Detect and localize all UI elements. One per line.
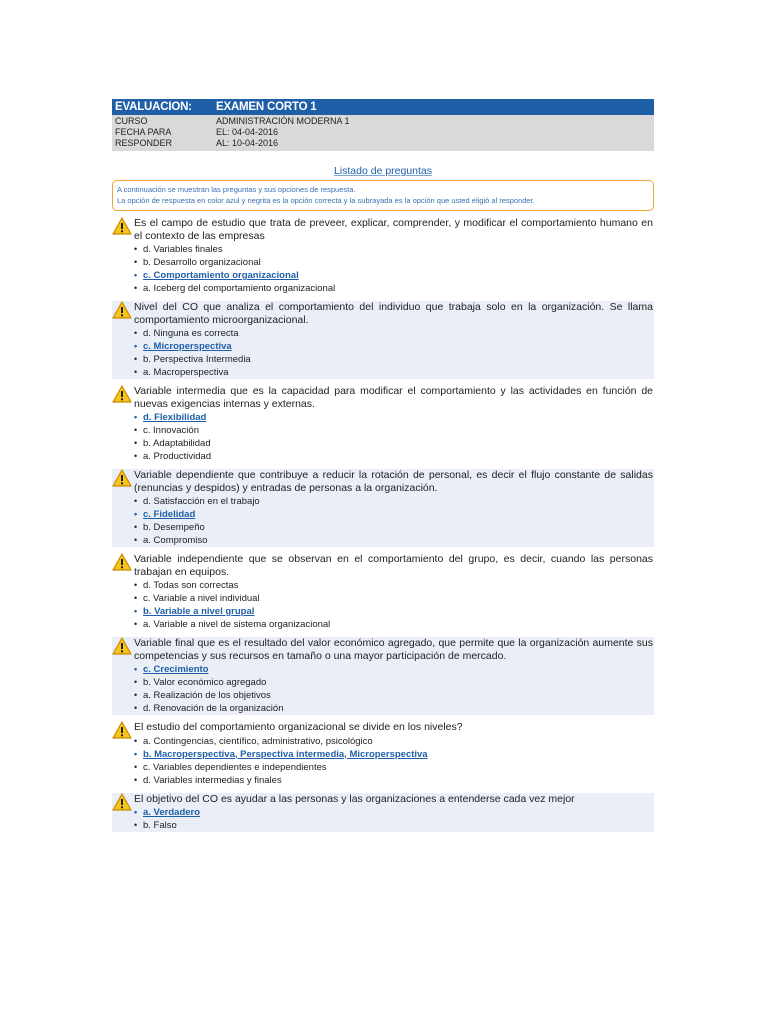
answer-option: • c. Variables dependientes e independientes — [134, 761, 654, 774]
question-block — [112, 637, 654, 715]
info-row-responder — [112, 138, 654, 149]
answer-options — [134, 327, 654, 379]
answer-options — [134, 495, 654, 547]
answer-option: • a. Compromiso — [134, 534, 654, 547]
answer-options — [134, 243, 654, 295]
answer-option-correct: • d. Flexibilidad — [134, 411, 654, 424]
answer-option: • a. Macroperspectiva — [134, 366, 654, 379]
answer-option-correct: • c. Comportamiento organizacional — [134, 269, 654, 282]
question-block — [112, 217, 654, 295]
answer-option: • d. Variables finales — [134, 243, 654, 256]
answer-option-correct: • a. Verdadero — [134, 806, 654, 819]
warning-icon — [112, 301, 132, 319]
answer-option: • a. Productividad — [134, 450, 654, 463]
answer-option-correct: • b. Macroperspectiva, Perspectiva intermedia, Microperspectiva — [134, 748, 654, 761]
warning-icon — [112, 469, 132, 487]
answer-option: • b. Falso — [134, 819, 654, 832]
warning-icon — [112, 721, 132, 739]
warning-icon — [112, 637, 132, 655]
answer-option-correct: • c. Fidelidad — [134, 508, 654, 521]
question-text: El objetivo del CO es ayudar a las personas y las organizaciones a entenderse cada vez mejor — [134, 792, 575, 805]
warning-icon — [112, 793, 132, 811]
answer-options — [134, 663, 654, 715]
info-label: RESPONDER — [115, 138, 173, 148]
warning-icon — [112, 553, 132, 571]
answer-option: • a. Iceberg del comportamiento organizacional — [134, 282, 654, 295]
question-text: Variable intermedia que es la capacidad para modificar el comportamiento y las actividades en función de nuevas exigencias internas y externas. — [134, 385, 653, 410]
question-block — [112, 301, 654, 379]
question-block — [112, 553, 654, 631]
answer-option: • a. Realización de los objetivos — [134, 689, 654, 702]
question-text: Variable dependiente que contribuye a reducir la rotación de personal, es decir el flujo constante de salidas (renuncias y despidos) y entradas de personas a la organización. — [134, 469, 653, 494]
info-value: ADMINISTRACIÓN MODERNA 1 — [216, 116, 350, 126]
question-block — [112, 721, 654, 787]
answer-option-correct: • b. Variable a nivel grupal — [134, 605, 654, 618]
answer-option: • d. Variables intermedias y finales — [134, 774, 654, 787]
info-label: FECHA PARA — [115, 127, 172, 137]
answer-option: • b. Desempeño — [134, 521, 654, 534]
question-text: Variable final que es el resultado del valor económico agregado, que permite que la organización aumente sus competencias y sus recursos en tamaño o una mayor participación de mercado. — [134, 637, 653, 662]
evaluation-header-bar — [112, 99, 654, 115]
info-label: CURSO — [115, 116, 148, 126]
question-block — [112, 793, 654, 833]
info-row-curso — [112, 116, 654, 127]
answer-option: • b. Perspectiva Intermedia — [134, 353, 654, 366]
answer-option: • c. Variable a nivel individual — [134, 592, 654, 605]
answer-options — [134, 735, 654, 787]
warning-icon — [112, 385, 132, 403]
answer-option: • a. Variable a nivel de sistema organizacional — [134, 618, 654, 631]
answer-option: • b. Desarrollo organizacional — [134, 256, 654, 269]
info-value: EL: 04-04-2016 — [216, 127, 279, 137]
answer-options — [134, 806, 654, 832]
questions-list-title: Listado de preguntas — [333, 165, 433, 177]
warning-icon — [112, 217, 132, 235]
answer-option: • d. Satisfacción en el trabajo — [134, 495, 654, 508]
answer-option-correct: • c. Microperspectiva — [134, 340, 654, 353]
question-block — [112, 469, 654, 547]
info-row-fecha — [112, 127, 654, 138]
answer-option: • d. Ninguna es correcta — [134, 327, 654, 340]
notice-line-1: A continuación se muestran las preguntas y sus opciones de respuesta. — [117, 185, 356, 194]
answer-option: • a. Contingencias, científico, administrativo, psicológico — [134, 735, 654, 748]
answer-option: • b. Valor económico agregado — [134, 676, 654, 689]
question-text: Es el campo de estudio que trata de preveer, explicar, comprender, y modificar el comportamiento humano en el contexto de las empresas — [134, 217, 653, 242]
question-text: El estudio del comportamiento organizacional se divide en los niveles? — [134, 721, 463, 733]
evaluation-info — [112, 115, 654, 151]
instructions-notice — [112, 180, 654, 211]
evaluacion-label: EVALUACION: — [115, 101, 192, 113]
question-block — [112, 385, 654, 463]
answer-option-correct: • c. Crecimiento — [134, 663, 654, 676]
exam-results-page — [112, 99, 654, 832]
answer-option: • d. Todas son correctas — [134, 579, 654, 592]
evaluacion-value: EXAMEN CORTO 1 — [216, 101, 317, 113]
answer-options — [134, 411, 654, 463]
answer-option: • c. Innovación — [134, 424, 654, 437]
question-text: Variable independiente que se observan en el comportamiento del grupo, es decir, cuando las personas trabajan en equipos. — [134, 553, 653, 578]
question-text: Nivel del CO que analiza el comportamiento del individuo que trabaja solo en la organización. Se llama comportamiento microorganizacional. — [134, 301, 653, 326]
answer-option: • d. Renovación de la organización — [134, 702, 654, 715]
answer-options — [134, 579, 654, 631]
questions-list — [112, 217, 654, 832]
notice-line-2: La opción de respuesta en color azul y negrita es la opción correcta y la subrayada es la opción que usted eligió al responder. — [117, 196, 535, 205]
answer-option: • b. Adaptabilidad — [134, 437, 654, 450]
info-value: AL: 10-04-2016 — [216, 138, 279, 148]
